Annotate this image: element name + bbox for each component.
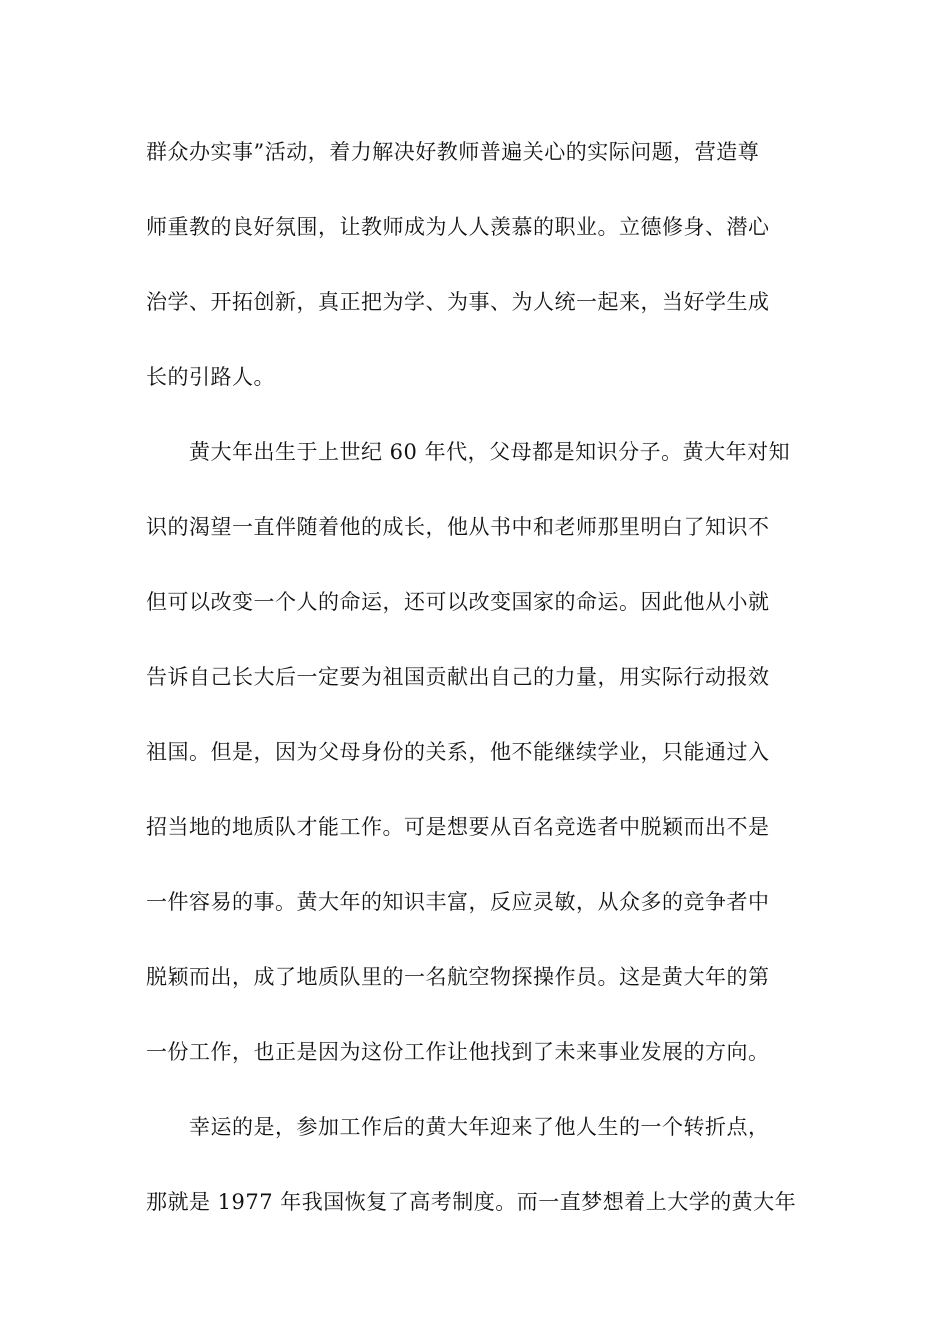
text-line: 那就是 1977 年我国恢复了高考制度。而一直梦想着上大学的黄大年 — [146, 1190, 797, 1214]
paragraph-first-line: 黄大年出生于上世纪 60 年代，父母都是知识分子。黄大年对知 — [189, 440, 791, 464]
text-line: 群众办实事”活动，着力解决好教师普遍关心的实际问题，营造尊 — [146, 140, 760, 164]
text-line: 治学、开拓创新，真正把为学、为事、为人统一起来，当好学生成 — [146, 290, 770, 314]
text-line: 脱颖而出，成了地质队里的一名航空物探操作员。这是黄大年的第 — [146, 965, 770, 989]
text-line: 祖国。但是，因为父母身份的关系，他不能继续学业，只能通过入 — [146, 740, 770, 764]
text-line: 告诉自己长大后一定要为祖国贡献出自己的力量，用实际行动报效 — [146, 665, 770, 689]
text-line: 一份工作，也正是因为这份工作让他找到了未来事业发展的方向。 — [146, 1040, 770, 1064]
text-line: 招当地的地质队才能工作。可是想要从百名竞选者中脱颖而出不是 — [146, 815, 770, 839]
text-line: 但可以改变一个人的命运，还可以改变国家的命运。因此他从小就 — [146, 590, 770, 614]
text-line: 长的引路人。 — [146, 365, 275, 389]
paragraph-first-line: 幸运的是，参加工作后的黄大年迎来了他人生的一个转折点， — [189, 1115, 770, 1139]
text-line: 师重教的良好氛围，让教师成为人人羡慕的职业。立德修身、潜心 — [146, 215, 770, 239]
text-line: 识的渴望一直伴随着他的成长，他从书中和老师那里明白了知识不 — [146, 515, 770, 539]
text-line: 一件容易的事。黄大年的知识丰富，反应灵敏，从众多的竞争者中 — [146, 890, 770, 914]
